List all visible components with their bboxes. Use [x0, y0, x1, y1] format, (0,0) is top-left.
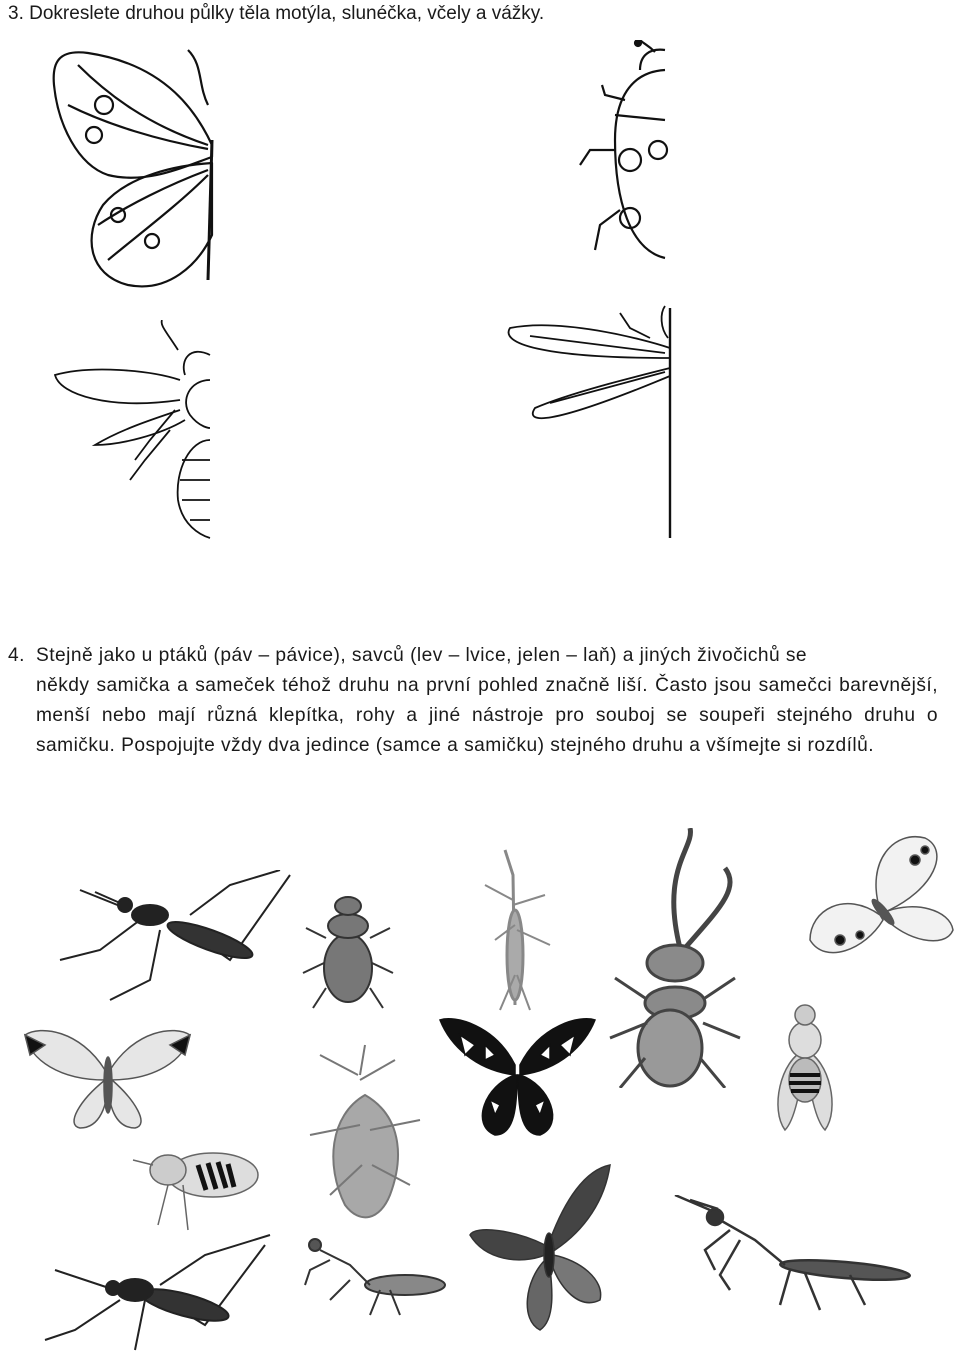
birdwing-butterfly-1-picture [435, 1015, 600, 1140]
cabbage-white-spotted-picture [805, 830, 955, 980]
leaf-insect-picture [290, 1035, 440, 1225]
bee-half-drawing [50, 320, 215, 540]
cabbage-white-plain-picture [20, 1020, 195, 1130]
mosquito-2-picture [35, 1230, 275, 1355]
butterfly-half-drawing [48, 45, 218, 295]
fruit-fly-1-picture [760, 1000, 850, 1135]
mantis-large-picture [670, 1195, 915, 1315]
task-3-text: Dokreslete druhou půlky těla motýla, slunéčka, včely a vážky. [29, 3, 545, 24]
ladybug-half-drawing [570, 40, 670, 265]
stag-beetle-female-picture [298, 878, 398, 1013]
dragonfly-half-drawing [500, 298, 678, 543]
stag-beetle-male-picture [600, 828, 750, 1088]
stick-insect-picture [465, 845, 560, 1015]
task-4-number: 4. [8, 645, 25, 666]
task-4-first-line: Stejně jako u ptáků (páv – pávice), savců (lev – lvice, jelen – laň) a jiných živočichů se [36, 645, 808, 666]
task-3-heading [8, 2, 544, 26]
task-4-body: někdy samička a sameček téhož druhu na první pohled značně liší. Často jsou samečci barevnější, menší nebo mají různá klepítka, rohy a jiné nástroje pro souboj se soupeři stejného druhu o samičku. Pospojujte vždy dva jedince (samce a samičku) stejného druhu a všímejte si rozdílů. [36, 675, 938, 756]
mantis-small-picture [290, 1230, 450, 1320]
mosquito-1-picture [40, 870, 300, 1010]
fruit-fly-2-picture [128, 1115, 263, 1240]
task-4-paragraph [8, 641, 938, 761]
birdwing-butterfly-2-picture [465, 1160, 615, 1335]
task-3-number: 3. [8, 3, 24, 24]
